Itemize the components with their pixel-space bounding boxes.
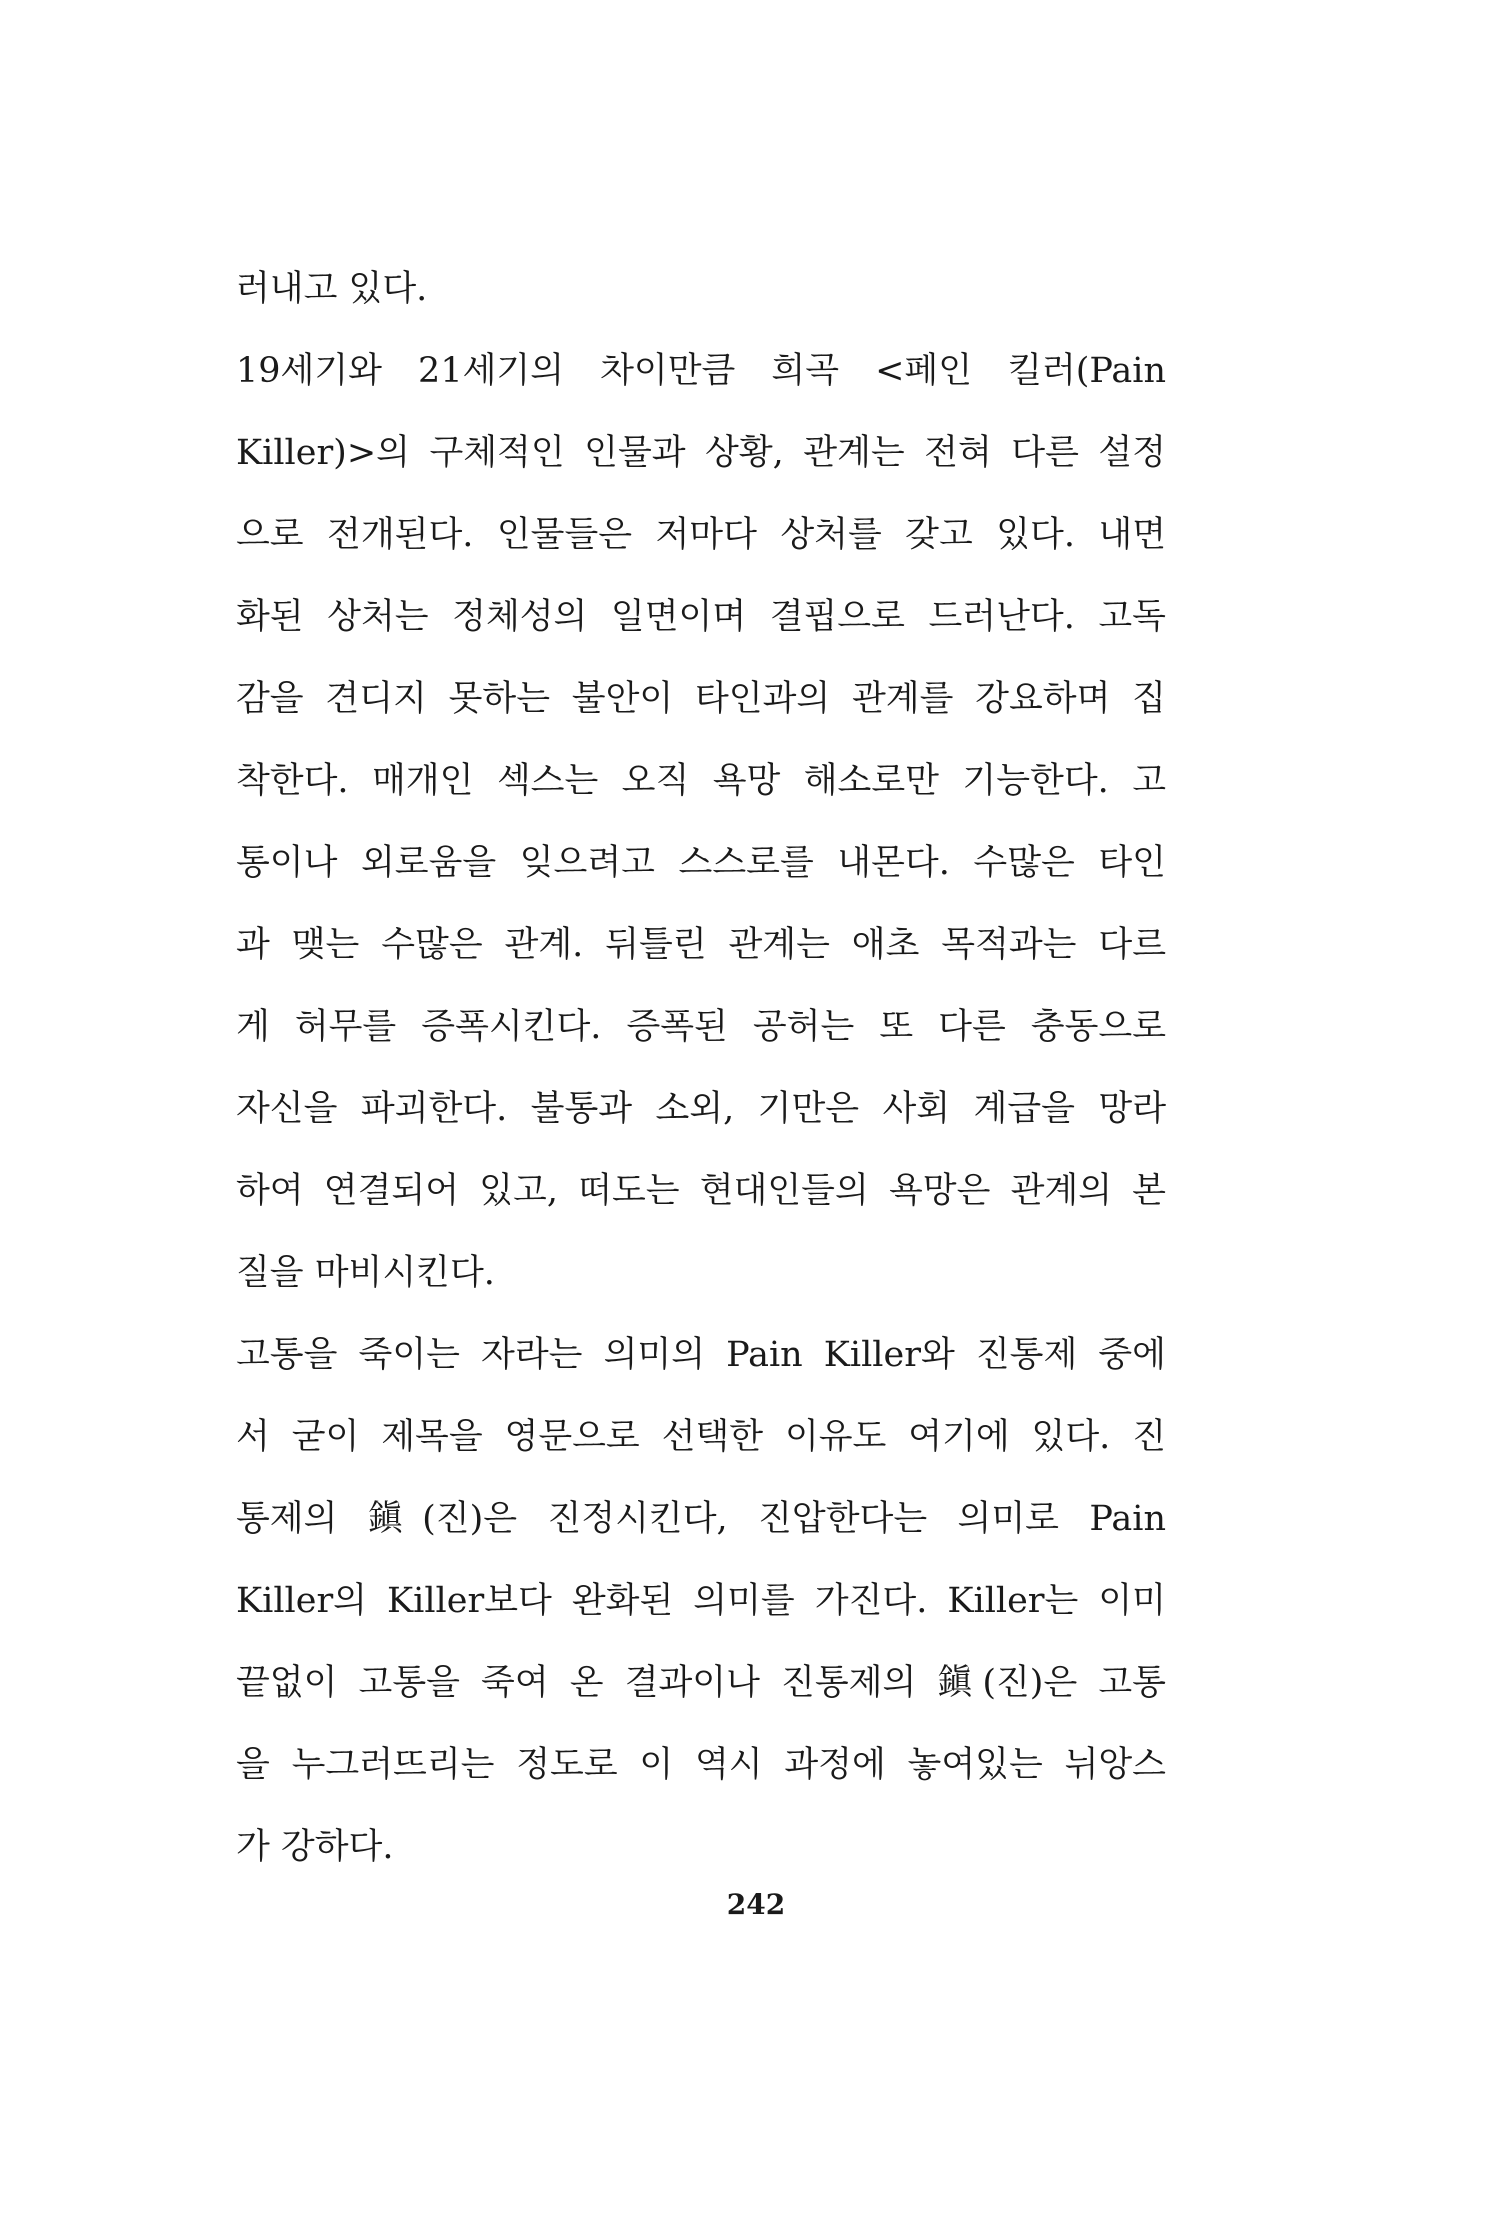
text-line: 통제의 鎭(진)은 진정시킨다, 진압한다는 의미로 Pain bbox=[236, 1499, 1166, 1539]
text-line: 을 누그러뜨리는 정도로 이 역시 과정에 놓여있는 뉘앙스 bbox=[236, 1745, 1166, 1785]
text-line: 하여 연결되어 있고, 떠도는 현대인들의 욕망은 관계의 본 bbox=[236, 1171, 1166, 1211]
text-line: Killer의 Killer보다 완화된 의미를 가진다. Killer는 이미 bbox=[236, 1581, 1166, 1621]
text-line: 끝없이 고통을 죽여 온 결과이나 진통제의 鎭(진)은 고통 bbox=[236, 1663, 1166, 1703]
text-line: 러내고 있다. bbox=[236, 269, 428, 309]
text-line: 19세기와 21세기의 차이만큼 희곡 <페인 킬러(Pain bbox=[236, 351, 1166, 391]
text-line: 서 굳이 제목을 영문으로 선택한 이유도 여기에 있다. 진 bbox=[236, 1417, 1166, 1457]
text-line: 게 허무를 증폭시킨다. 증폭된 공허는 또 다른 충동으로 bbox=[236, 1007, 1166, 1047]
text-line: 감을 견디지 못하는 불안이 타인과의 관계를 강요하며 집 bbox=[236, 679, 1166, 719]
text-line: 통이나 외로움을 잊으려고 스스로를 내몬다. 수많은 타인 bbox=[236, 843, 1166, 883]
text-line: 화된 상처는 정체성의 일면이며 결핍으로 드러난다. 고독 bbox=[236, 597, 1166, 637]
text-line: Killer)>의 구체적인 인물과 상황, 관계는 전혀 다른 설정 bbox=[236, 433, 1166, 473]
text-line: 착한다. 매개인 섹스는 오직 욕망 해소로만 기능한다. 고 bbox=[236, 761, 1166, 801]
text-line: 으로 전개된다. 인물들은 저마다 상처를 갖고 있다. 내면 bbox=[236, 515, 1166, 555]
text-line: 고통을 죽이는 자라는 의미의 Pain Killer와 진통제 중에 bbox=[236, 1335, 1166, 1375]
text-line: 자신을 파괴한다. 불통과 소외, 기만은 사회 계급을 망라 bbox=[236, 1089, 1166, 1129]
text-line: 가 강하다. bbox=[236, 1827, 394, 1867]
text-line: 과 맺는 수많은 관계. 뒤틀린 관계는 애초 목적과는 다르 bbox=[236, 925, 1166, 965]
page-number: 242 bbox=[726, 1888, 786, 1921]
text-line: 질을 마비시킨다. bbox=[236, 1253, 495, 1293]
body-text bbox=[236, 248, 1166, 1888]
